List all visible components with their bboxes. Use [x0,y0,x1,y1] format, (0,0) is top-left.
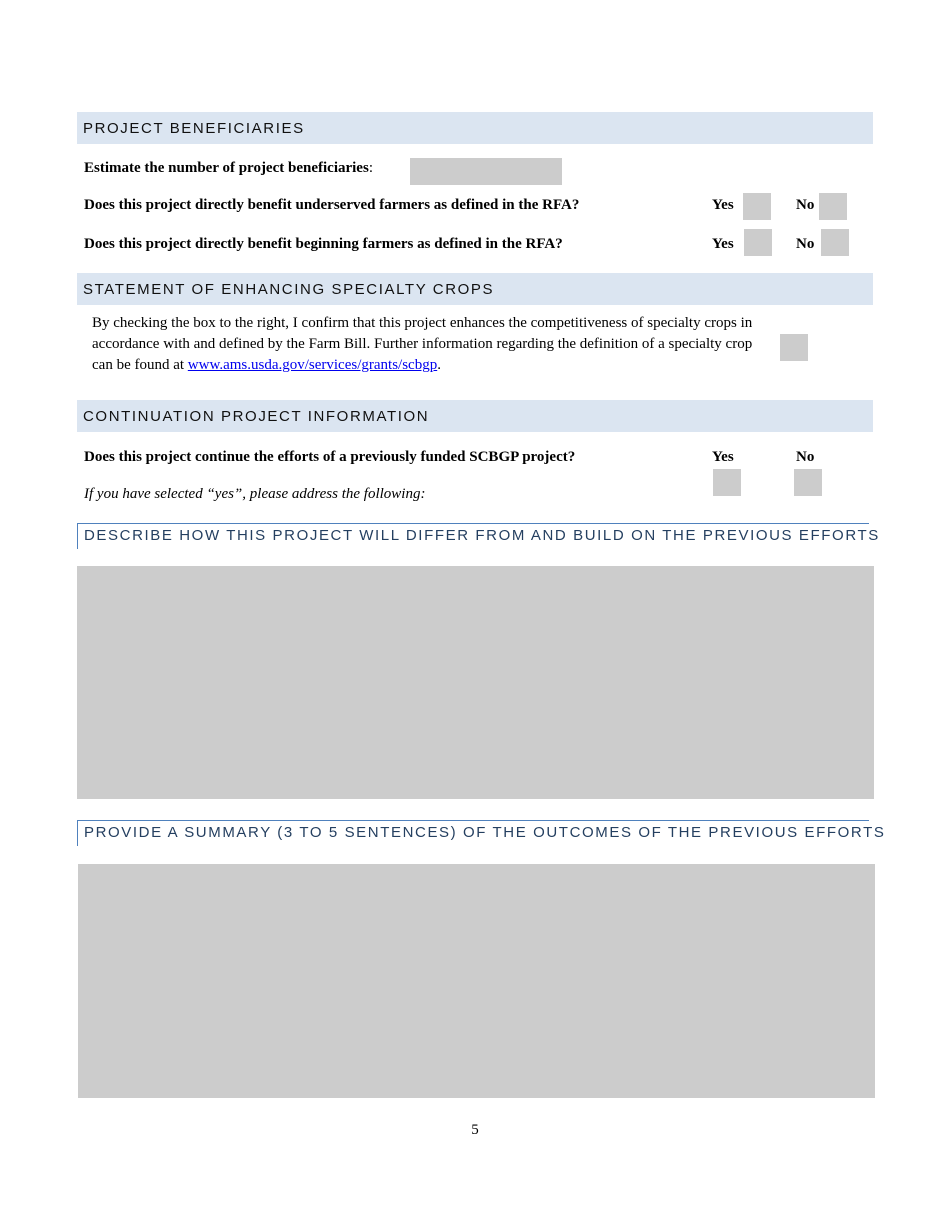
beginning-question: Does this project directly benefit beginning farmers as defined in the RFA? [84,236,563,252]
beginning-yes-label: Yes [712,236,734,252]
continuation-yes-checkbox[interactable] [713,469,741,496]
underserved-no-checkbox[interactable] [819,193,847,220]
continuation-instruction: If you have selected “yes”, please address the following: [84,486,426,502]
continuation-no-label: No [796,449,815,465]
underserved-question: Does this project directly benefit underserved farmers as defined in the RFA? [84,197,580,213]
section-header-specialty-crops: STATEMENT OF ENHANCING SPECIALTY CROPS [77,273,873,305]
specialty-statement-period: . [437,357,441,373]
continuation-yes-label: Yes [712,449,734,465]
estimate-label-colon: : [368,160,373,176]
summary-subheader: PROVIDE A SUMMARY (3 TO 5 SENTENCES) OF THE OUTCOMES OF THE PREVIOUS EFFORTS [77,820,869,846]
estimate-beneficiaries-label [84,160,373,177]
beginning-yes-checkbox[interactable] [744,229,772,256]
scbgp-link[interactable]: www.ams.usda.gov/services/grants/scbgp [187,357,438,373]
differ-subheader: DESCRIBE HOW THIS PROJECT WILL DIFFER FROM AND BUILD ON THE PREVIOUS EFFORTS [77,523,869,549]
underserved-yes-label: Yes [712,197,734,213]
specialty-crops-statement [92,313,757,376]
continuation-question: Does this project continue the efforts of a previously funded SCBGP project? [84,449,576,465]
estimate-label-text: Estimate the number of project beneficiaries [84,160,369,176]
summary-text-area[interactable] [78,864,875,1098]
beginning-no-checkbox[interactable] [821,229,849,256]
specialty-statement-text: By checking the box to the right, I confirm that this project enhances the competitiveness of specialty crops in accordance with and defined by the Farm Bill. Further information regarding the definition of a specialty crop can be found at [92,315,753,373]
specialty-confirm-checkbox[interactable] [780,334,808,361]
beneficiaries-count-field[interactable] [410,158,562,185]
beginning-no-label: No [796,236,815,252]
section-header-project-beneficiaries: PROJECT BENEFICIARIES [77,112,873,144]
differ-text-area[interactable] [77,566,874,799]
page-number: 5 [471,1122,479,1138]
underserved-no-label: No [796,197,815,213]
underserved-yes-checkbox[interactable] [743,193,771,220]
section-header-continuation: CONTINUATION PROJECT INFORMATION [77,400,873,432]
continuation-no-checkbox[interactable] [794,469,822,496]
